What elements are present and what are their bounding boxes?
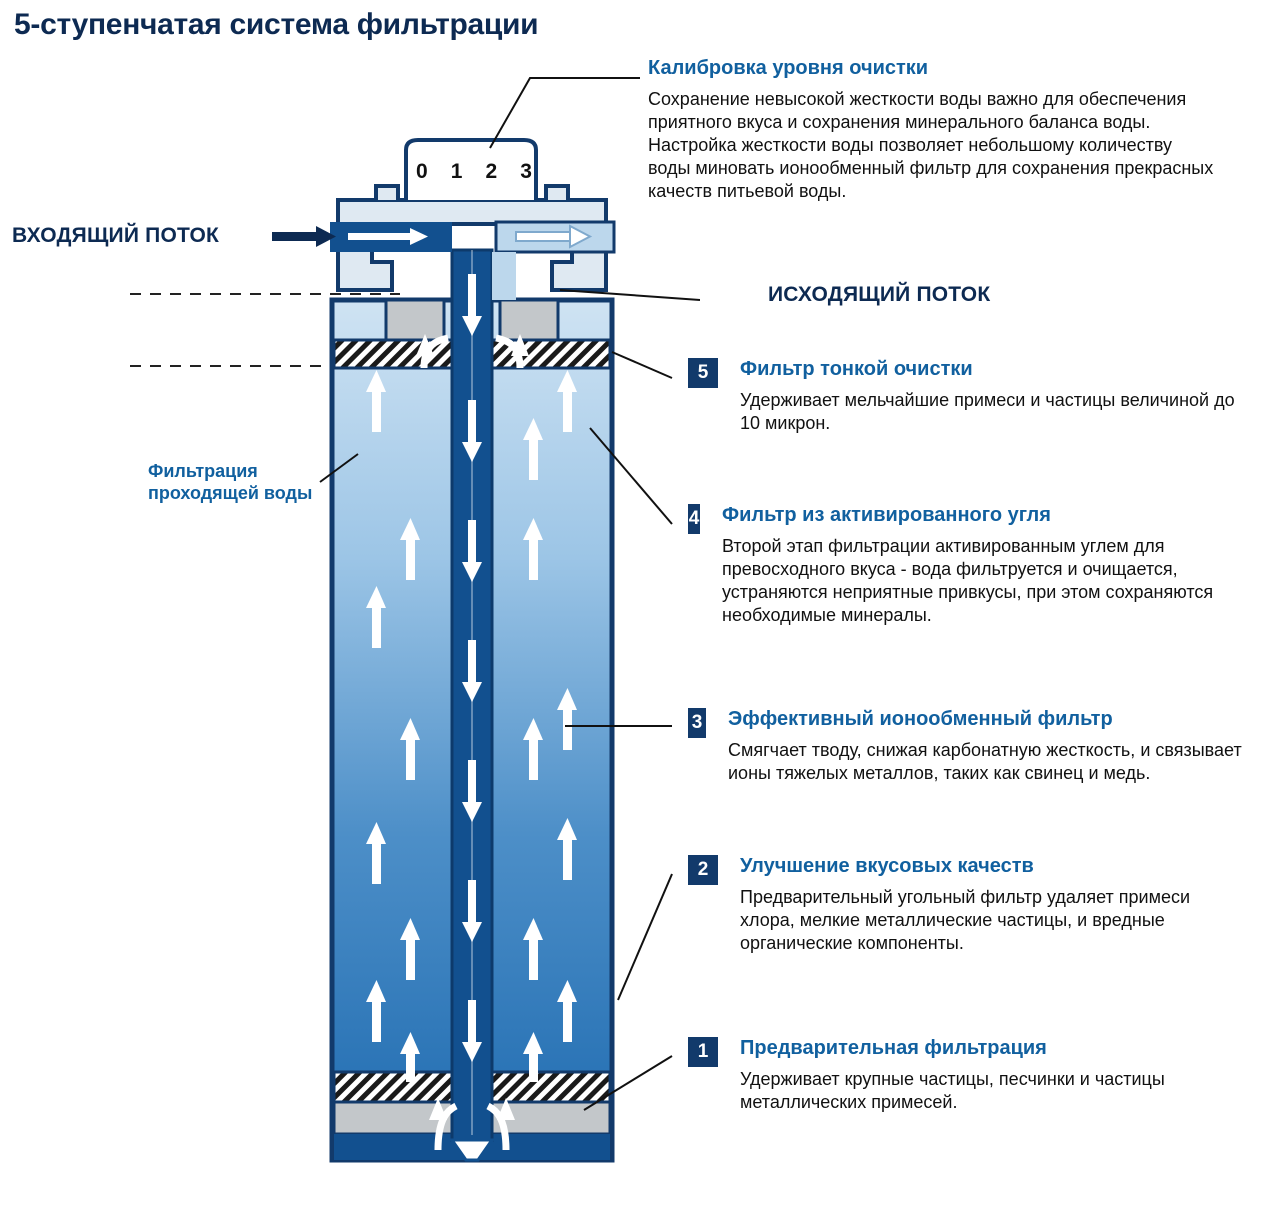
grey-cap-right xyxy=(500,300,558,340)
step-4-text: Второй этап фильтрации активированным углем для превосходного вкуса - вода фильтруется и очищается, устраняются неприятные привкусы, при этом сохраняются необходимые минералы. xyxy=(722,536,1214,626)
calibration-heading: Калибровка уровня очистки xyxy=(648,57,929,79)
step-4 xyxy=(688,504,1268,627)
dial-tick-3: 3 xyxy=(520,160,532,183)
step-3 xyxy=(688,708,1268,785)
step-4-number: 4 xyxy=(688,504,700,534)
step-2-number: 2 xyxy=(688,855,718,885)
page-title: 5-ступенчатая система фильтрации xyxy=(14,8,539,41)
outlet-riser xyxy=(492,252,516,300)
step-5 xyxy=(688,358,1268,435)
outlet-flow-label: ИСХОДЯЩИЙ ПОТОК xyxy=(768,283,991,306)
step-1 xyxy=(688,1037,1268,1114)
step-2-heading: Улучшение вкусовых качеств xyxy=(740,855,1034,877)
head-top-plate xyxy=(338,200,606,224)
step-3-text: Смягчает тводу, снижая карбонатную жесткость, и связывает ионы тяжелых металлов, таких как свинец и медь. xyxy=(728,740,1242,784)
step-1-number: 1 xyxy=(688,1037,718,1067)
step-5-heading: Фильтр тонкой очистки xyxy=(740,358,973,380)
passing-water-label: Фильтрация проходящей воды xyxy=(148,461,313,503)
dial-tick-2: 2 xyxy=(485,160,498,183)
inlet-flow-label: ВХОДЯЩИЙ ПОТОК xyxy=(12,224,220,247)
dial-ticks xyxy=(416,160,532,184)
dial-tick-0: 0 xyxy=(416,160,428,183)
step-3-heading: Эффективный ионообменный фильтр xyxy=(728,708,1113,730)
calibration-text: Сохранение невысокой жесткости воды важно для обеспечения приятного вкуса и сохранения минерального баланса воды. Настройка жесткости воды позволяет небольшому количеству воды миновать ионообменный фильтр для сохранения прекрасных качеств питьевой воды. xyxy=(648,89,1214,202)
step-5-text: Удерживает мельчайшие примеси и частицы величиной до 10 микрон. xyxy=(740,390,1235,434)
step-5-number: 5 xyxy=(688,358,718,388)
step-3-number: 3 xyxy=(688,708,706,738)
grey-cap-left xyxy=(386,300,444,340)
step-2 xyxy=(688,855,1268,955)
step-2-text: Предварительный угольный фильтр удаляет примеси хлора, мелкие металлические частицы, и вредные органические компоненты. xyxy=(740,887,1191,954)
step-4-heading: Фильтр из активированного угля xyxy=(722,504,1051,526)
dial-tick-1: 1 xyxy=(450,160,463,183)
step-1-heading: Предварительная фильтрация xyxy=(740,1037,1047,1059)
inlet-flow-arrow xyxy=(272,226,336,247)
step-1-text: Удерживает крупные частицы, песчинки и частицы металлических примесей. xyxy=(740,1069,1165,1113)
calibration-block xyxy=(648,57,1266,203)
